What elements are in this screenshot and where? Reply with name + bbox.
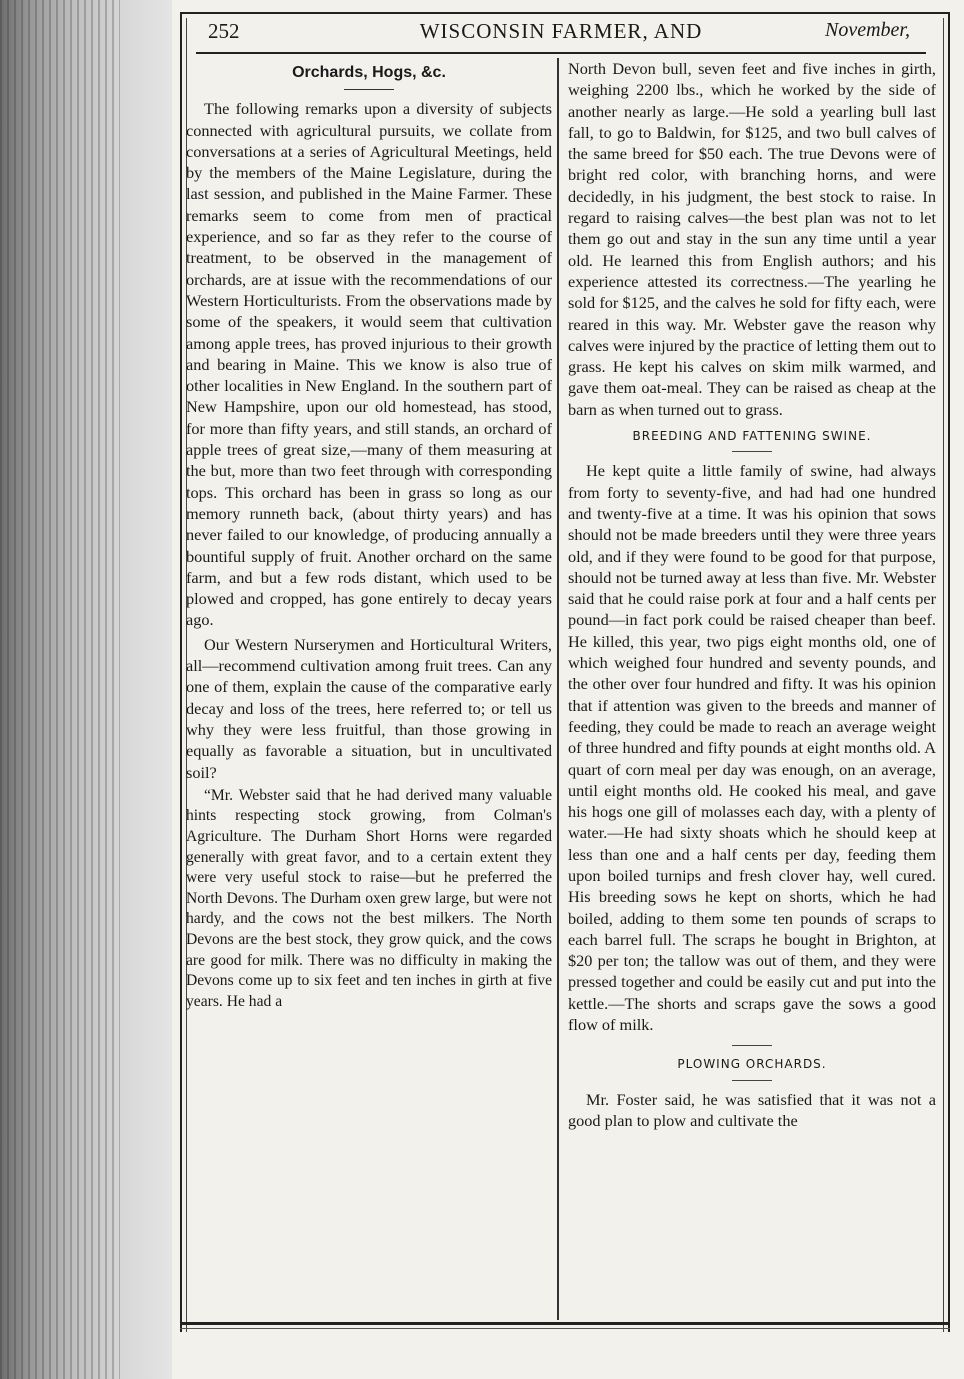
running-title: WISCONSIN FARMER, AND — [419, 19, 703, 43]
document-page — [172, 0, 964, 1379]
right-column — [568, 58, 936, 1320]
bottom-rule-thin — [180, 1328, 950, 1329]
article-title: Orchards, Hogs, &c. — [292, 64, 446, 81]
column-divider — [557, 58, 559, 1320]
section-heading-plowing: PLOWING ORCHARDS. — [677, 1057, 827, 1072]
paragraph: The following remarks upon a diversity of subjects connected with agricultural pursuits, we collate from conversations at a series of Agricultural Meetings, held by the members of the Maine Legislature, during the last session, and published in the Maine Farmer. These remarks seem to come from men of practical experience, and so far as they refer to the course of treatment, to be observed in the management of orchards, are at issue with the recommendations of our Western Horticulturists. From the observations made by some of the speakers, it would seem that cultivation among apple trees, has proved injurious to their growth and bearing in Maine. This we know is also true of other localities in New England. In the southern part of New Hampshire, upon our old homestead, has stood, for more than fifty years, and still stands, an orchard of apple trees of great size,—many of them measuring at the but, more than two feet through with corresponding tops. This orchard has been in grass so long as our memory runneth back, (about thirty years) and has never failed to our knowledge, of producing annually a bountiful supply of fruit. Another orchard on the same farm, and but a few rods distant, which used to be plowed and cropped, has gone entirely to decay years ago. — [186, 99, 552, 630]
left-column — [186, 58, 552, 1320]
continued-paragraph: North Devon bull, seven feet and five inches in girth, weighing 2200 lbs., which he worked by the side of another nearly as large.—He sold a yearling bull last fall, to go to Baldwin, for $125, and two bull calves of the same breed for $50 each. The true Devons were of bright red color, with branching horns, and were decidedly, in his judgment, the best stock to raise. In regard to raising calves—the best plan was not to let them go out and stay in the sun any time until a year old. He learned this from English authors; and his experience attested its correctness.—The yearling he sold for $125, and the calves he sold for fifty each, were reared in this way. Mr. Webster gave the reason why calves were injured by the practice of letting them out to grass. He kept his calves on skim milk warmed, and gave them oat-meal. They can be raised as cheap at the barn as when turned out to grass. — [568, 59, 936, 419]
quoted-paragraph: “Mr. Webster said that he had derived many valuable hints respecting stock growing, from Colman's Agriculture. The Durham Short Horns were regarded generally with great favor, and to a certain extent they were very useful stock to raise—but he preferred the North Devons. The Durham oxen grew large, but were not hardy, and the cows not the best milkers. The North Devons are the best stock, they grow quick, and the cows are good for milk. There was no difficulty in making the Devons come up to six feet and ten inches in girth at five years. He had a — [186, 786, 552, 1010]
paragraph: Mr. Foster said, he was satisfied that it was not a good plan to plow and cultivate the — [568, 1089, 936, 1130]
section-heading-swine: BREEDING AND FATTENING SWINE. — [632, 429, 872, 444]
page-header — [196, 16, 926, 54]
title-rule — [344, 89, 394, 90]
bottom-rule — [180, 1322, 950, 1325]
paragraph: Our Western Nurserymen and Horticultural Writers, all—recommend cultivation among fruit trees. Can any one of them, explain the cause of the comparative early decay and loss of the trees, here referred to; or tell us why they were less fruitful, than those growing in equally as favorable a situation, but in uncultivated soil? — [186, 634, 552, 782]
paragraph: He kept quite a little family of swine, had always from forty to seventy-five, and had had one hundred and twenty-five at a time. It was his opinion that sows should not be made breeders until they were three years old, and if they were found to be good for that purpose, should not be turned away at less than five. Mr. Webster said that he could raise pork at four and a half cents per pound—in fact pork could be raised cheaper than beef. He killed, this year, two pigs eight months old, one of which weighed four hundred and seventy pounds, and the other over four hundred and fifty. It was his opinion that if attention was given to the breeds and manner of feeding, they could be made to reach an average weight of three hundred and fifty pounds at eight months old. A quart of corn meal per day was enough, on an average, until eight months old. He cooked his meal, and gave his hogs one gill of molasses each day, with a plenty of water.—He had sixty shoats which he should keep at less than one and a half cents per day, feeding them upon boiled turnips and fresh clover hay, well cured. His breeding sows he kept on shorts, which he had boiled, adding to them some ten pounds of scraps to each barrel full. The scraps he bought in Brighton, at $20 per ton; the tallow was out of them, and they were pressed together and could be easily cut and put into the kettle.—The shorts and scraps gave the sows a good flow of milk. — [568, 461, 936, 1035]
page-number: 252 — [208, 19, 240, 43]
section-rule — [732, 451, 772, 452]
section-rule — [732, 1045, 772, 1046]
section-rule — [732, 1080, 772, 1081]
issue-month: November, — [825, 19, 910, 41]
binding-texture — [0, 0, 120, 1379]
